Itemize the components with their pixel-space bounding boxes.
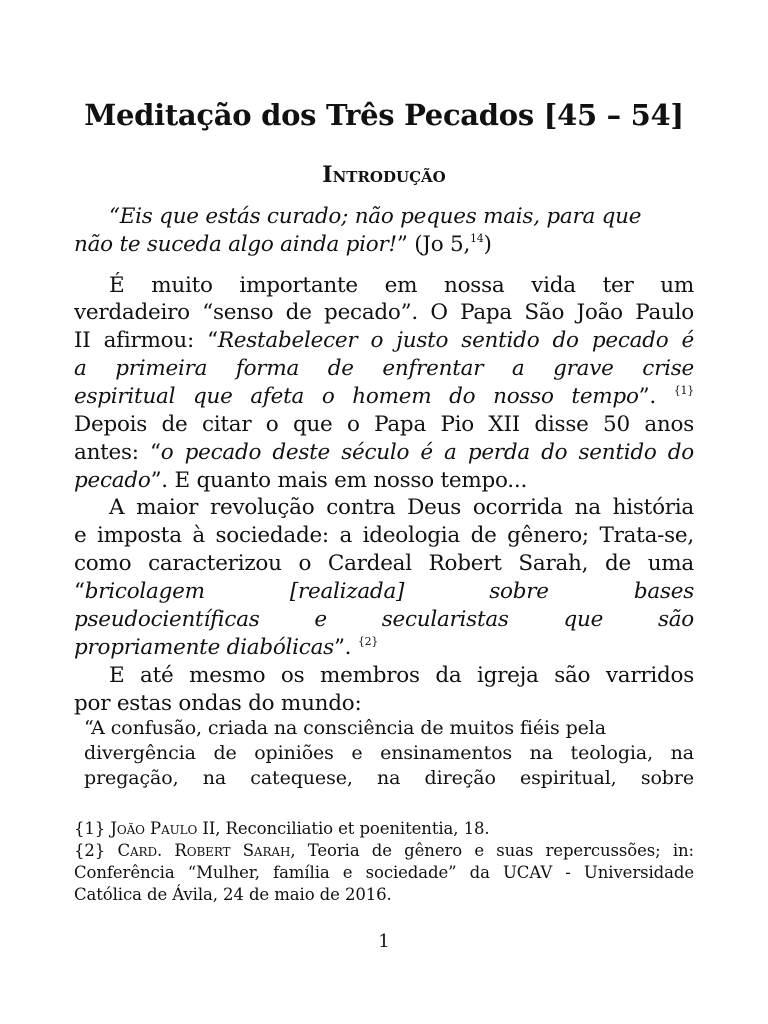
- body-line: por estas ondas do mundo:: [74, 691, 362, 716]
- blockquote-line: divergência de opiniões e ensinamentos na teologia, na: [84, 742, 694, 764]
- body-line: [74, 634, 694, 661]
- footnote-2: [74, 840, 694, 862]
- body-line: A maior revolução contra Deus ocorrida na história: [109, 495, 694, 520]
- quoted-text: bricolagem [realizada] sobre bases: [84, 579, 694, 604]
- epigraph-text: “Eis que estás curado; não peques mais, para que: [109, 204, 642, 229]
- body-text: II afirmou: “: [74, 328, 218, 353]
- footnote-reference[interactable]: {1}: [673, 384, 694, 397]
- footnote-marker: {2}: [74, 841, 106, 860]
- section-heading: Introdução: [322, 162, 446, 188]
- body-line: É muito importante em nossa vida ter um: [109, 273, 694, 298]
- body-line: E até mesmo os membros da igreja são varridos: [109, 663, 694, 688]
- body-line: verdadeiro “senso de pecado”. O Papa São João Paulo: [74, 300, 694, 325]
- body-line: [74, 355, 694, 382]
- page-title: Meditação dos Três Pecados [45 – 54]: [84, 98, 684, 132]
- quoted-text: pecado: [74, 468, 151, 493]
- footnote-author: João Paulo: [110, 819, 198, 838]
- footnote-reference[interactable]: {2}: [357, 635, 379, 648]
- body-line: [74, 439, 694, 466]
- epigraph-citation-end: ): [483, 232, 492, 257]
- body-line: e imposta à sociedade: a ideologia de gênero; Trata-se,: [74, 523, 694, 548]
- blockquote-line: pregação, na catequese, na direção espiritual, sobre: [84, 767, 694, 789]
- body-line: [74, 383, 694, 410]
- footnote-1: [74, 818, 694, 840]
- footnote-2-line: Conferência “Mulher, família e sociedade” da UCAV - Universidade: [74, 863, 694, 882]
- footnote-text: II, Reconciliatio et poenitentia, 18.: [197, 819, 490, 838]
- verse-superscript: 14: [470, 232, 484, 245]
- body-line: como caracterizou o Cardeal Robert Sarah, de uma: [74, 551, 694, 576]
- quoted-text: Restabelecer o justo sentido do pecado é: [217, 328, 694, 353]
- body-line: [74, 606, 694, 633]
- footnote-2-line: Católica de Ávila, 24 de maio de 2016.: [74, 885, 392, 904]
- quoted-text: pseudocientíficas e secularistas que são: [74, 607, 694, 632]
- body-line: [74, 467, 694, 494]
- body-text: ”. E quanto mais em nosso tempo...: [150, 468, 528, 493]
- quoted-text: o pecado deste século é a perda do sentido do: [160, 440, 694, 465]
- footnote-marker: {1}: [74, 819, 106, 838]
- epigraph-text: não te suceda algo ainda pior!: [74, 232, 397, 257]
- quoted-text: espiritual que afeta o homem do nosso tempo: [74, 384, 639, 409]
- epigraph-line: [74, 231, 694, 258]
- body-line: [74, 327, 694, 354]
- footnote-text: , Teoria de gênero e suas repercussões; in:: [290, 841, 694, 860]
- quoted-text: propriamente diabólicas: [74, 635, 334, 660]
- page-number: 1: [378, 931, 390, 952]
- body-text: ”.: [333, 635, 352, 660]
- body-text: antes: “: [74, 440, 161, 465]
- footnote-author: Card. Robert Sarah: [117, 841, 291, 860]
- epigraph-line: [109, 203, 694, 230]
- blockquote-line: “A confusão, criada na consciência de muitos fiéis pela: [84, 717, 606, 739]
- epigraph-citation: ” (Jo 5,: [396, 232, 471, 257]
- quoted-text: a primeira forma de enfrentar a grave crise: [74, 356, 694, 381]
- body-text: “: [74, 579, 85, 604]
- body-line: [74, 578, 694, 605]
- body-line: Depois de citar o que o Papa Pio XII disse 50 anos: [74, 412, 694, 437]
- body-text: ”.: [638, 384, 656, 409]
